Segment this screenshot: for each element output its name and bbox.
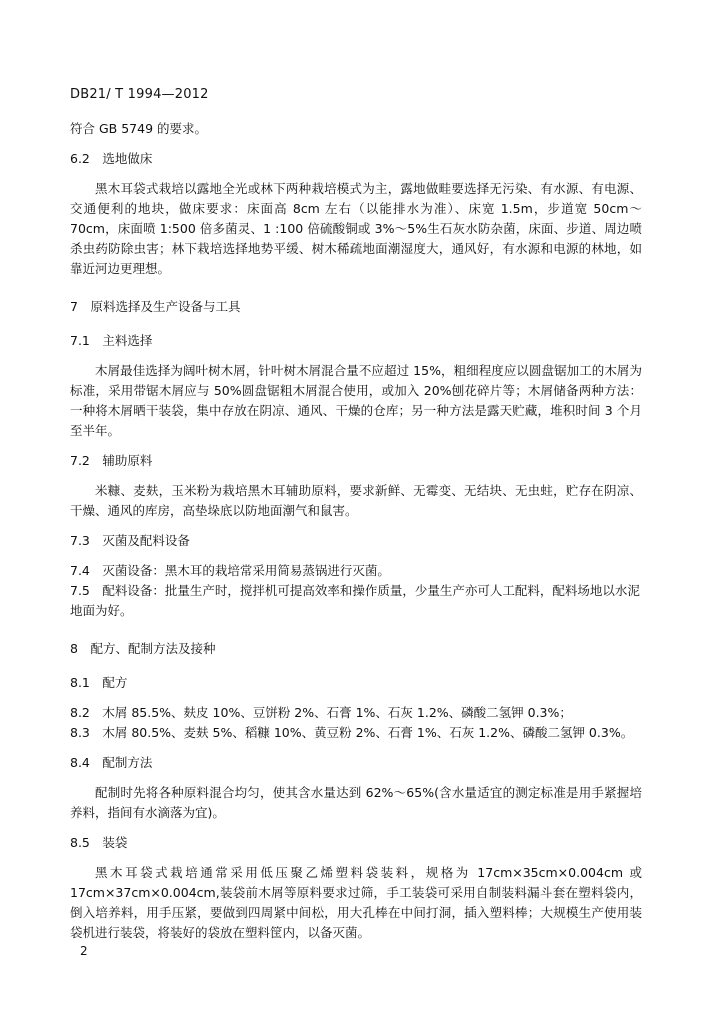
heading-8: 8 配方、配制方法及接种 bbox=[70, 641, 216, 656]
heading-6-2: 6.2 选地做床 bbox=[70, 151, 153, 166]
page-number: 2 bbox=[80, 944, 88, 958]
item-8-2: 8.2 木屑 85.5%、麸皮 10%、豆饼粉 2%、石膏 1%、石灰 1.2%、磷酸二氢钾 0.3%； bbox=[70, 705, 572, 720]
paragraph-7-1: 木屑最佳选择为阔叶树木屑，针叶树木屑混合量不应超过 15%，粗细程度应以圆盘锯加工的木屑为标准，采用带锯木屑应与 50%圆盘锯粗木屑混合使用，或加入 20%刨花碎片等；木屑储备两种方法：一种将木屑晒干装袋，集中存放在阴凉、通风、干燥的仓库；另一种方法是露天贮藏，堆积时间 3 个月至半年。 bbox=[70, 363, 642, 438]
item-7-4: 7.4 灭菌设备：黑木耳的栽培常采用简易蒸锅进行灭菌。 bbox=[70, 563, 390, 578]
item-7-5: 7.5 配料设备：批量生产时，搅拌机可提高效率和操作质量，少量生产亦可人工配料，配料场地以水泥地面为好。 bbox=[70, 583, 640, 618]
item-8-3: 8.3 木屑 80.5%、麦麸 5%、稻糠 10%、黄豆粉 2%、石膏 1%、石灰 1.2%、磷酸二氢钾 0.3%。 bbox=[70, 725, 634, 740]
paragraph-8-4: 配制时先将各种原料混合均匀，使其含水量达到 62%～65%(含水量适宜的测定标准是用手紧握培养料，指间有水滴落为宜)。 bbox=[70, 785, 642, 820]
paragraph-7-2: 米糠、麦麸，玉米粉为栽培黑木耳辅助原料，要求新鲜、无霉变、无结块、无虫蛀，贮存在阴凉、干燥、通风的库房，高垫垛底以防地面潮气和鼠害。 bbox=[70, 483, 642, 518]
heading-8-5: 8.5 装袋 bbox=[70, 835, 128, 850]
heading-7-1: 7.1 主料选择 bbox=[70, 333, 153, 348]
heading-8-4: 8.4 配制方法 bbox=[70, 755, 153, 770]
heading-7-2: 7.2 辅助原料 bbox=[70, 453, 153, 468]
heading-8-1: 8.1 配方 bbox=[70, 675, 128, 690]
heading-7: 7 原料选择及生产设备与工具 bbox=[70, 299, 241, 314]
paragraph-gb5749: 符合 GB 5749 的要求。 bbox=[70, 121, 207, 136]
heading-7-3: 7.3 灭菌及配料设备 bbox=[70, 533, 190, 548]
standard-code: DB21/ T 1994—2012 bbox=[70, 87, 209, 102]
document-body bbox=[70, 119, 642, 943]
paragraph-8-5: 黑木耳袋式栽培通常采用低压聚乙烯塑料袋装料，规格为 17cm×35cm×0.004cm 或 17cm×37cm×0.004cm,装袋前木屑等原料要求过筛，手工装袋可采用自制装料漏斗套在塑料袋内，倒入培养料，用手压紧，要做到四周紧中间松，用大孔棒在中间打洞，插入塑料棒；大规模生产使用装袋机进行装袋，将装好的袋放在塑料筐内，以备灭菌。 bbox=[70, 865, 642, 940]
paragraph-6-2: 黑木耳袋式栽培以露地全光或林下两种栽培模式为主，露地做畦要选择无污染、有水源、有电源、交通便利的地块，做床要求：床面高 8cm 左右（以能排水为准）、床宽 1.5m，步道宽 50cm～70cm，床面喷 1:500 倍多菌灵、1 :100 倍硫酸铜或 3%～5%生石灰水防杂菌，床面、步道、周边喷杀虫药防除虫害；林下栽培选择地势平缓、树木稀疏地面潮湿度大，通风好，有水源和电源的林地，如靠近河边更理想。 bbox=[70, 181, 642, 276]
